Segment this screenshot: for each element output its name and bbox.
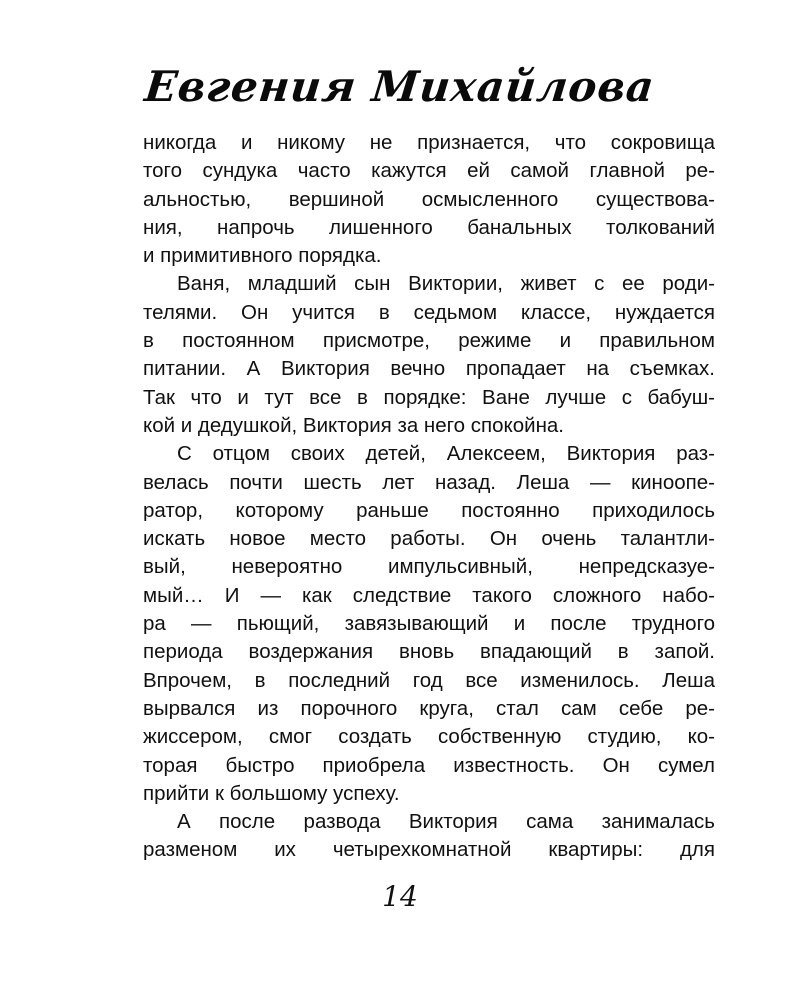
text-line: разменом их четырехкомнатной квартиры: для: [143, 838, 715, 862]
text-line: торая быстро приобрела известность. Он сумел: [143, 753, 715, 777]
text-line: вырвался из порочного круга, стал сам себе ре-: [143, 696, 715, 720]
text-line: кой и дедушкой, Виктория за него спокойна.: [143, 413, 565, 437]
text-line: С отцом своих детей, Алексеем, Виктория раз-: [177, 442, 715, 466]
text-line: телями. Он учится в седьмом классе, нуждается: [143, 300, 715, 324]
text-line: в постоянном присмотре, режиме и правильном: [143, 329, 715, 353]
text-line: того сундука часто кажутся ей самой главной ре-: [143, 159, 715, 183]
running-header: [0, 62, 800, 111]
author-name: Евгения Михайлова: [142, 62, 658, 111]
text-line: и примитивного порядка.: [143, 244, 382, 268]
text-line: Так что и тут все в порядке: Ване лучше с бабуш-: [143, 385, 715, 409]
text-line: ния, напрочь лишенного банальных толкований: [143, 215, 715, 239]
text-line: искать новое место работы. Он очень талантли-: [143, 527, 715, 551]
text-line: велась почти шесть лет назад. Леша — киноопе-: [143, 470, 715, 494]
text-line: вый, невероятно импульсивный, непредсказуе-: [143, 555, 715, 579]
text-line: питании. А Виктория вечно пропадает на съемках.: [143, 357, 715, 381]
text-line: никогда и никому не признается, что сокровища: [143, 131, 715, 154]
text-line: ра — пьющий, завязывающий и после трудного: [143, 612, 715, 636]
text-line: жиссером, смог создать собственную студию, ко-: [143, 725, 715, 749]
page-number: 14: [382, 880, 418, 913]
text-line: альностью, вершиной осмысленного существова-: [143, 187, 715, 211]
body-text: [143, 129, 715, 865]
text-line: прийти к большому успеху.: [143, 781, 400, 805]
text-line: мый… И — как следствие такого сложного набо-: [143, 583, 715, 607]
text-line: периода воздержания вновь впадающий в запой.: [143, 640, 715, 664]
text-line: Впрочем, в последний год все изменилось. Леша: [143, 668, 715, 692]
text-line: Ваня, младший сын Виктории, живет с ее роди-: [177, 272, 715, 296]
text-line: ратор, которому раньше постоянно приходилось: [143, 498, 715, 522]
text-line: А после развода Виктория сама занималась: [177, 810, 715, 834]
